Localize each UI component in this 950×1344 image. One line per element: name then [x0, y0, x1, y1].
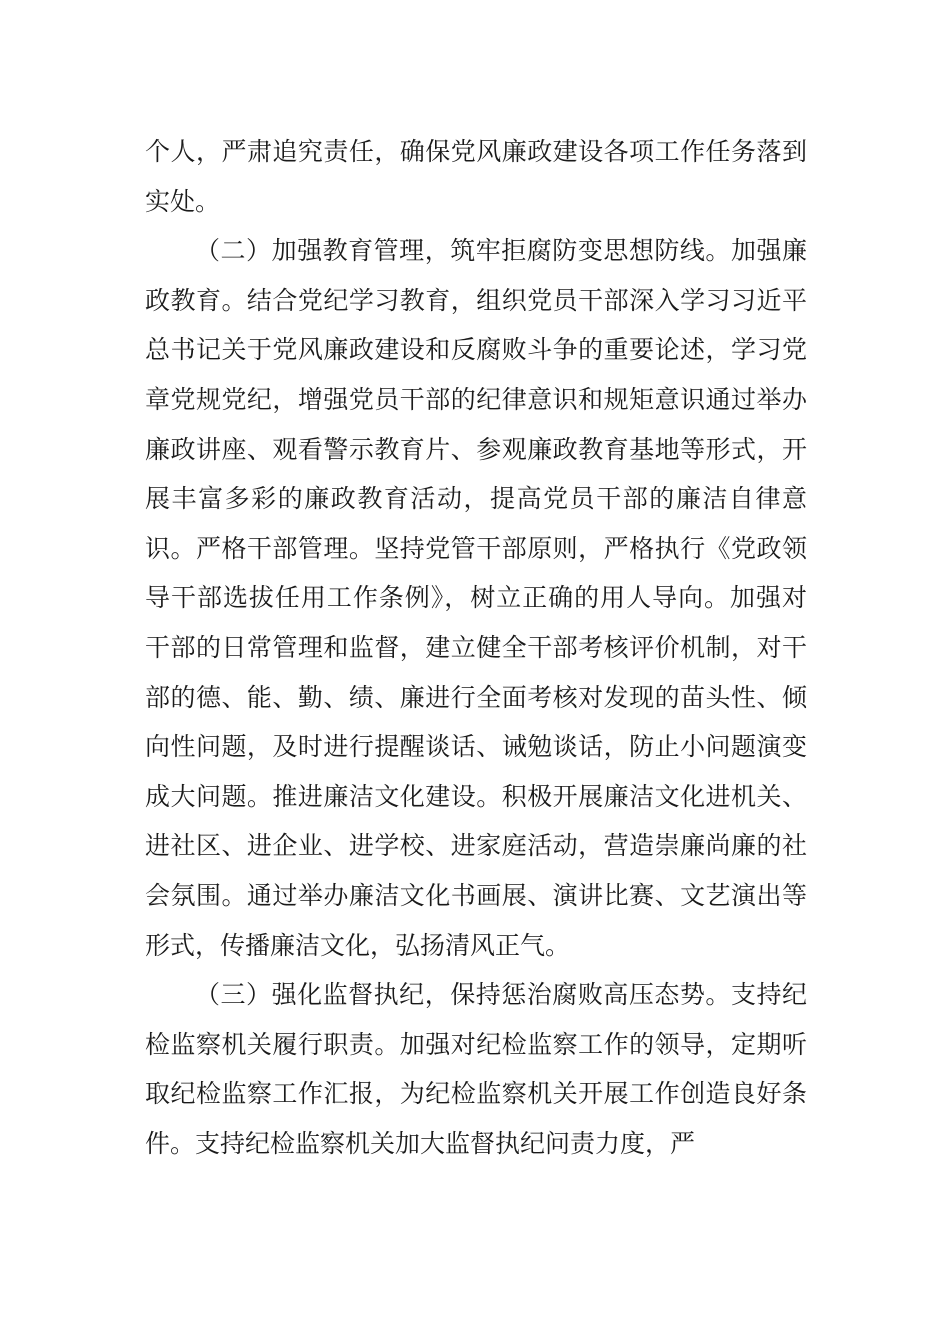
document-body [145, 127, 807, 1168]
paragraph-continuation: 个人，严肃追究责任，确保党风廉政建设各项工作任务落到实处。 [145, 137, 807, 216]
paragraph-section-2: （二）加强教育管理，筑牢拒腐防变思想防线。加强廉政教育。结合党纪学习教育，组织党员干部深入学习习近平总书记关于党风廉政建设和反腐败斗争的重要论述，学习党章党规党纪，增强党员干部的纪律意识和规矩意识通过举办廉政讲座、观看警示教育片、参观廉政教育基地等形式，开展丰富多彩的廉政教育活动，提高党员干部的廉洁自律意识。严格干部管理。坚持党管干部原则，严格执行《党政领导干部选拔任用工作条例》，树立正确的用人导向。加强对干部的日常管理和监督，建立健全干部考核评价机制，对干部的德、能、勤、绩、廉进行全面考核对发现的苗头性、倾向性问题，及时进行提醒谈话、诫勉谈话，防止小问题演变成大问题。推进廉洁文化建设。积极开展廉洁文化进机关、进社区、进企业、进学校、进家庭活动，营造崇廉尚廉的社会氛围。通过举办廉洁文化书画展、演讲比赛、文艺演出等形式，传播廉洁文化，弘扬清风正气。 [145, 236, 807, 960]
paragraph-section-3: （三）强化监督执纪，保持惩治腐败高压态势。支持纪检监察机关履行职责。加强对纪检监察工作的领导，定期听取纪检监察工作汇报，为纪检监察机关开展工作创造良好条件。支持纪检监察机关加大监督执纪问责力度，严 [145, 980, 807, 1158]
